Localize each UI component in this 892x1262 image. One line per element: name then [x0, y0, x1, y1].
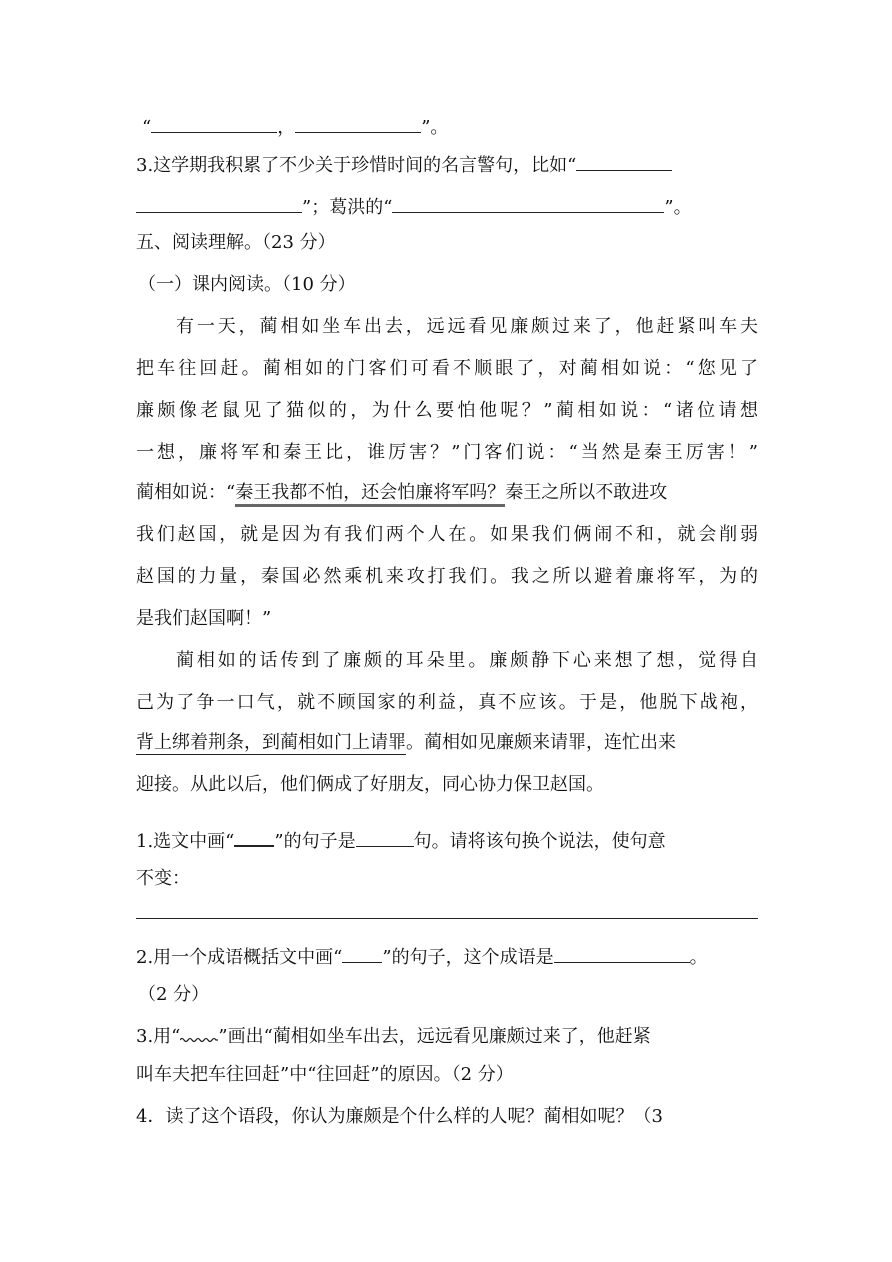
- answer-blank[interactable]: [295, 114, 421, 133]
- passage-text: 我们赵国，就是因为有我们两个人在。如果我们俩闹不和，就会削弱: [136, 524, 758, 545]
- answer-blank[interactable]: [554, 944, 690, 963]
- question-2-line1: [136, 944, 708, 967]
- q3-mottos-line1: [136, 152, 672, 175]
- passage-line: [136, 734, 676, 752]
- answer-blank[interactable]: [151, 114, 277, 133]
- passage-text: 蔺相如说：“: [136, 482, 236, 503]
- underline-sample: [234, 829, 274, 847]
- underlined-sentence: 背上绑着荆条，到蔺相如门上请罪: [136, 732, 406, 753]
- passage-text: 蔺相如的话传到了廉颇的耳朵里。廉颇静下心来想了想，觉得自: [176, 650, 758, 671]
- question-3-line1: [136, 1026, 651, 1046]
- underline-sample: [342, 944, 382, 963]
- question-text: 3.用“: [136, 1026, 181, 1047]
- passage-line: [136, 484, 667, 502]
- open-quote: “: [142, 117, 152, 138]
- question-text: ”的句子，这个成语是: [382, 947, 554, 968]
- top-blank-line: [142, 114, 448, 137]
- q3-mottos-text: ”；葛洪的“: [302, 197, 393, 218]
- passage-line: [136, 402, 758, 420]
- question-text: 句。请将该句换个说法，使句意: [413, 831, 666, 852]
- question-text: 。: [689, 947, 708, 968]
- passage-text: 己为了争一口气，就不顾国家的利益，真不应该。于是，他脱下战袍，: [136, 692, 758, 713]
- close-quote: ”。: [421, 117, 449, 138]
- question-text: ”的句子是: [274, 831, 356, 852]
- answer-blank[interactable]: [356, 828, 414, 847]
- passage-line: [136, 568, 758, 586]
- passage-text: 廉颇像老鼠见了猫似的，为什么要怕他呢？”蔺相如说：“诸位请想: [136, 400, 758, 421]
- question-4-line1: 4．读了这个语段，你认为廉颇是个什么样的人呢？蔺相如呢？（3: [136, 1106, 663, 1127]
- q3-mottos-text: 3.这学期我积累了不少关于珍惜时间的名言警句，比如“: [136, 155, 577, 176]
- q3-mottos-text: ”。: [664, 197, 692, 218]
- answer-blank[interactable]: [576, 152, 672, 171]
- section5-title: 五、阅读理解。（23 分）: [136, 232, 336, 253]
- answer-blank[interactable]: [392, 194, 664, 213]
- passage-text: 有一天，蔺相如坐车出去，远远看见廉颇过来了，他赶紧叫车夫: [176, 316, 758, 337]
- question-text: 1.选文中画“: [136, 831, 235, 852]
- passage-line: [176, 652, 758, 670]
- passage-line: [176, 318, 758, 336]
- passage-line: [136, 360, 758, 378]
- underlined-sentence: 秦王我都不怕，还会怕廉将军吗？: [235, 482, 505, 507]
- comma: ，: [277, 117, 296, 138]
- passage-line: 迎接。从此以后，他们俩成了好朋友，同心协力保卫赵国。: [136, 774, 604, 795]
- passage-line: [136, 526, 758, 544]
- part1-title: （一）课内阅读。（10 分）: [138, 274, 356, 295]
- q3-mottos-line2: [136, 194, 692, 217]
- question-3-line2: 叫车夫把车往回赶”中“往回赶”的原因。（2 分）: [136, 1064, 514, 1085]
- answer-line[interactable]: [136, 918, 758, 919]
- passage-text: 赵国的力量，秦国必然乘机来攻打我们。我之所以避着廉将军，为的: [136, 566, 758, 587]
- passage-text: 把车往回赶。蔺相如的门客们可看不顺眼了，对蔺相如说：“您见了: [136, 358, 758, 379]
- passage-line: [136, 694, 758, 712]
- passage-line: [136, 444, 758, 462]
- passage-text: 。蔺相如见廉颇来请罪，连忙出来: [406, 732, 676, 753]
- question-1-line1: [136, 828, 666, 851]
- passage-text: 一想，廉将军和秦王比，谁厉害？”门客们说：“当然是秦王厉害！”: [136, 442, 758, 463]
- passage-text: 秦王之所以不敢进攻: [505, 482, 668, 503]
- question-text: 2.用一个成语概括文中画“: [136, 947, 343, 968]
- question-text: ”画出“蔺相如坐车出去，远远看见廉颇过来了，他赶紧: [218, 1026, 651, 1047]
- wavy-underline-sample: [180, 1026, 218, 1042]
- answer-blank[interactable]: [136, 194, 302, 213]
- question-2-line2: （2 分）: [138, 984, 210, 1005]
- question-1-line2: 不变：: [136, 868, 190, 889]
- passage-line: 是我们赵国啊！”: [136, 608, 272, 629]
